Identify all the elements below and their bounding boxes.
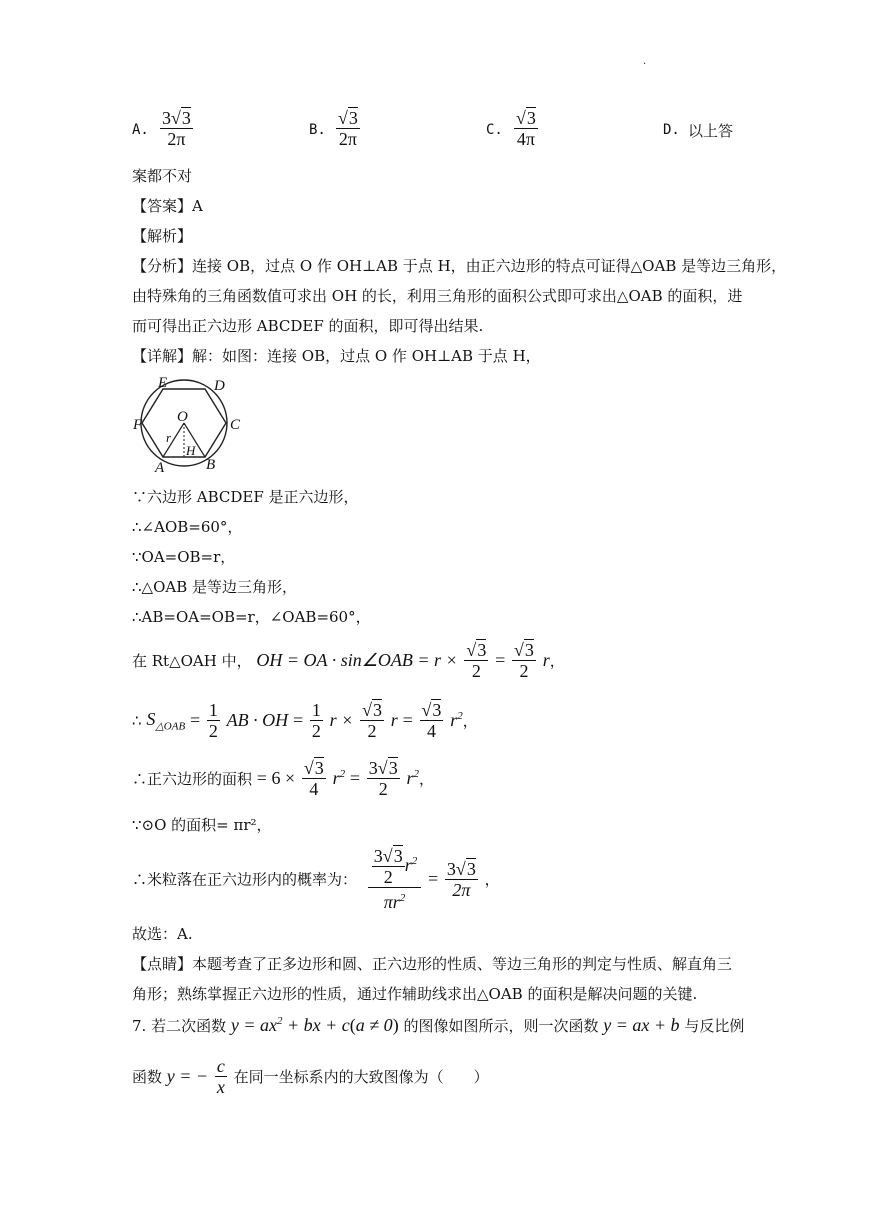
analysis-line: 由特殊角的三角函数值可求出 OH 的长，利用三角形的面积公式即可求出△OAB 的面积，进 <box>132 287 743 305</box>
option-b-fraction: $\frac{√3}{2\pi}$ <box>338 108 358 149</box>
label-c: C <box>230 417 241 433</box>
question-7-line-2: 函数 y = − $\frac{c}{x}$ 在同一坐标系内的大致图像为（ ） <box>132 1056 489 1097</box>
equation-area-triangle: ∴ $S_{\triangle OAB}$ = $\frac{1}{2}$ AB · OH = $\frac{1}{2}$ r × $\frac{√3}{2}$ r = $\frac{√3}{4}$ $r^2$， <box>132 700 478 741</box>
header-dot: . <box>643 56 647 67</box>
label-e: E <box>158 375 168 391</box>
option-d-text-cont: 案都不对 <box>132 167 193 185</box>
option-c-fraction: $\frac{√3}{4\pi}$ <box>516 108 536 149</box>
hexagon-circle-figure <box>130 372 250 478</box>
label-a: A <box>155 460 165 476</box>
analysis-line: 【分析】连接 OB，过点 O 作 OH⊥AB 于点 H，由正六边形的特点可证得△OAB 是等边三角形， <box>132 257 787 275</box>
analysis-line: 而可得出正六边形 ABCDEF 的面积，即可得出结果. <box>132 317 484 335</box>
label-d: D <box>214 378 225 394</box>
label-r: r <box>166 430 172 445</box>
equation-probability: ∴米粒落在正六边形内的概率为： $\frac{3√3}{2}$ $r^2$ $\pi r^2$ = $\frac{3√3}{2\pi}$ ， <box>132 846 500 912</box>
step-line: ∵OA=OB=r， <box>132 548 236 566</box>
analysis-title: 【解析】 <box>132 227 193 245</box>
option-d-label: D. <box>663 122 680 138</box>
choose: 故选：A. <box>132 925 193 943</box>
label-f: F <box>133 417 143 433</box>
step-line: ∴△OAB 是等边三角形， <box>132 578 298 596</box>
dianjing-line: 【点睛】本题考查了正多边形和圆、正六边形的性质、等边三角形的判定与性质、解直角三 <box>132 955 733 973</box>
label-b: B <box>206 457 216 473</box>
step-line: ∴AB=OA=OB=r，∠OAB=60°， <box>132 608 371 626</box>
circle-area: ∵⊙O 的面积= πr²， <box>132 816 272 834</box>
label-h: H <box>186 443 196 458</box>
option-c-label: C. <box>486 122 503 138</box>
step-line: ∴∠AOB=60°， <box>132 518 243 536</box>
option-a-fraction: $\frac{3√3}{2\pi}$ <box>162 108 191 149</box>
option-d-text: 以上答 <box>688 122 734 140</box>
option-a-label: A. <box>132 122 149 138</box>
label-o: O <box>177 409 188 425</box>
equation-area-hexagon: ∴正六边形的面积 = 6 × $\frac{√3}{4}$ $r^2$ = $\frac{3√3}{2}$ $r^2$， <box>132 758 434 799</box>
step-line: ∵六边形 ABCDEF 是正六边形， <box>132 488 359 506</box>
equation-oh: 在 Rt△OAH 中， OH = OA · sin∠OAB = r × $\frac{√3}{2}$ = $\frac{√3}{2}$ r， <box>132 640 565 681</box>
answer: 【答案】A <box>132 197 203 215</box>
dianjing-line: 角形；熟练掌握正六边形的性质，通过作辅助线求出△OAB 的面积是解决问题的关键. <box>132 985 698 1003</box>
detail-intro: 【详解】解：如图：连接 OB，过点 O 作 OH⊥AB 于点 H， <box>132 347 541 365</box>
question-7-line-1: 7. 若二次函数 $y = ax^2$ + bx + c(a ≠ 0) 的图像如图所示，则一次函数 y = ax + b 与反比例 <box>132 1015 745 1035</box>
option-b-label: B. <box>309 122 326 138</box>
